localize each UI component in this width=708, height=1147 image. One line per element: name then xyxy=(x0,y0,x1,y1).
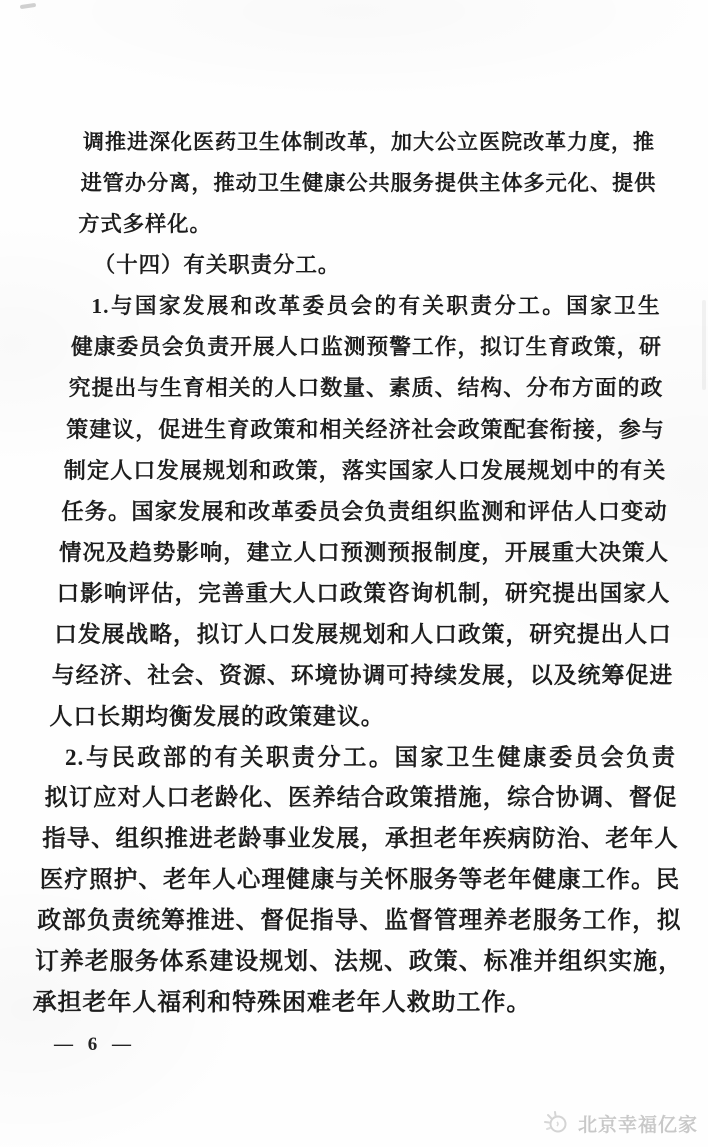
text-line: 制定人口发展规划和政策，落实国家人口发展规划中的有关 xyxy=(63,458,667,483)
text-line: 拟订应对人口老龄化、医养结合政策措施，综合协调、督促 xyxy=(44,785,678,811)
text-block xyxy=(0,122,708,1024)
text-line: 人口长期均衡发展的政策建议。 xyxy=(49,704,385,729)
text-line: 口影响评估，完善重大人口政策咨询机制，研究提出国家人 xyxy=(56,581,671,606)
text-line: 任务。国家发展和改革委员会负责组织监测和评估人口变动 xyxy=(61,499,668,524)
text-line: 调推进深化医药卫生体制改革，加大公立医院改革力度，推 xyxy=(83,130,655,154)
text-line: 订养老服务体系建设规划、法规、政策、标准并组织实施， xyxy=(35,949,683,975)
text-line: 方式多样化。 xyxy=(78,212,212,236)
text-line: 口发展战略，拟订人口发展规划和人口政策，研究提出人口 xyxy=(54,622,672,647)
scan-artifact xyxy=(20,3,36,9)
text-line: 进管办分离，推动卫生健康公共服务提供主体多元化、提供 xyxy=(80,171,657,195)
watermark-text: 北京幸福亿家 xyxy=(577,1114,698,1136)
text-line: 2.与民政部的有关职责分工。国家卫生健康委员会负责 xyxy=(65,744,676,770)
text-line: 1.与国家发展和改革委员会的有关职责分工。国家卫生 xyxy=(91,294,661,318)
text-line: 情况及趋势影响，建立人口预测预报制度，开展重大决策人 xyxy=(59,540,669,565)
sun-logo-icon xyxy=(543,1109,571,1137)
text-line: 承担老年人福利和特殊困难老年人救助工作。 xyxy=(32,990,532,1016)
text-line: 与经济、社会、资源、环境协调可持续发展，以及统筹促进 xyxy=(51,663,674,688)
text-line: 医疗照护、老年人心理健康与关怀服务等老年健康工作。民 xyxy=(39,867,681,893)
text-line: 健康委员会负责开展人口监测预警工作，拟订生育政策，研 xyxy=(71,335,662,359)
text-line: （十四）有关职责分工。 xyxy=(93,253,341,277)
text-line: 指导、组织推进老龄事业发展，承担老年疾病防治、老年人 xyxy=(42,826,679,852)
text-line: 策建议，促进生育政策和相关经济社会政策配套衔接，参与 xyxy=(66,417,665,442)
text-line: 究提出与生育相关的人口数量、素质、结构、分布方面的政 xyxy=(68,376,664,400)
text-line: 政部负责统筹推进、督促指导、监督管理养老服务工作，拟 xyxy=(37,908,682,934)
page-number: — 6 — xyxy=(54,1034,136,1055)
watermark xyxy=(543,1109,698,1137)
